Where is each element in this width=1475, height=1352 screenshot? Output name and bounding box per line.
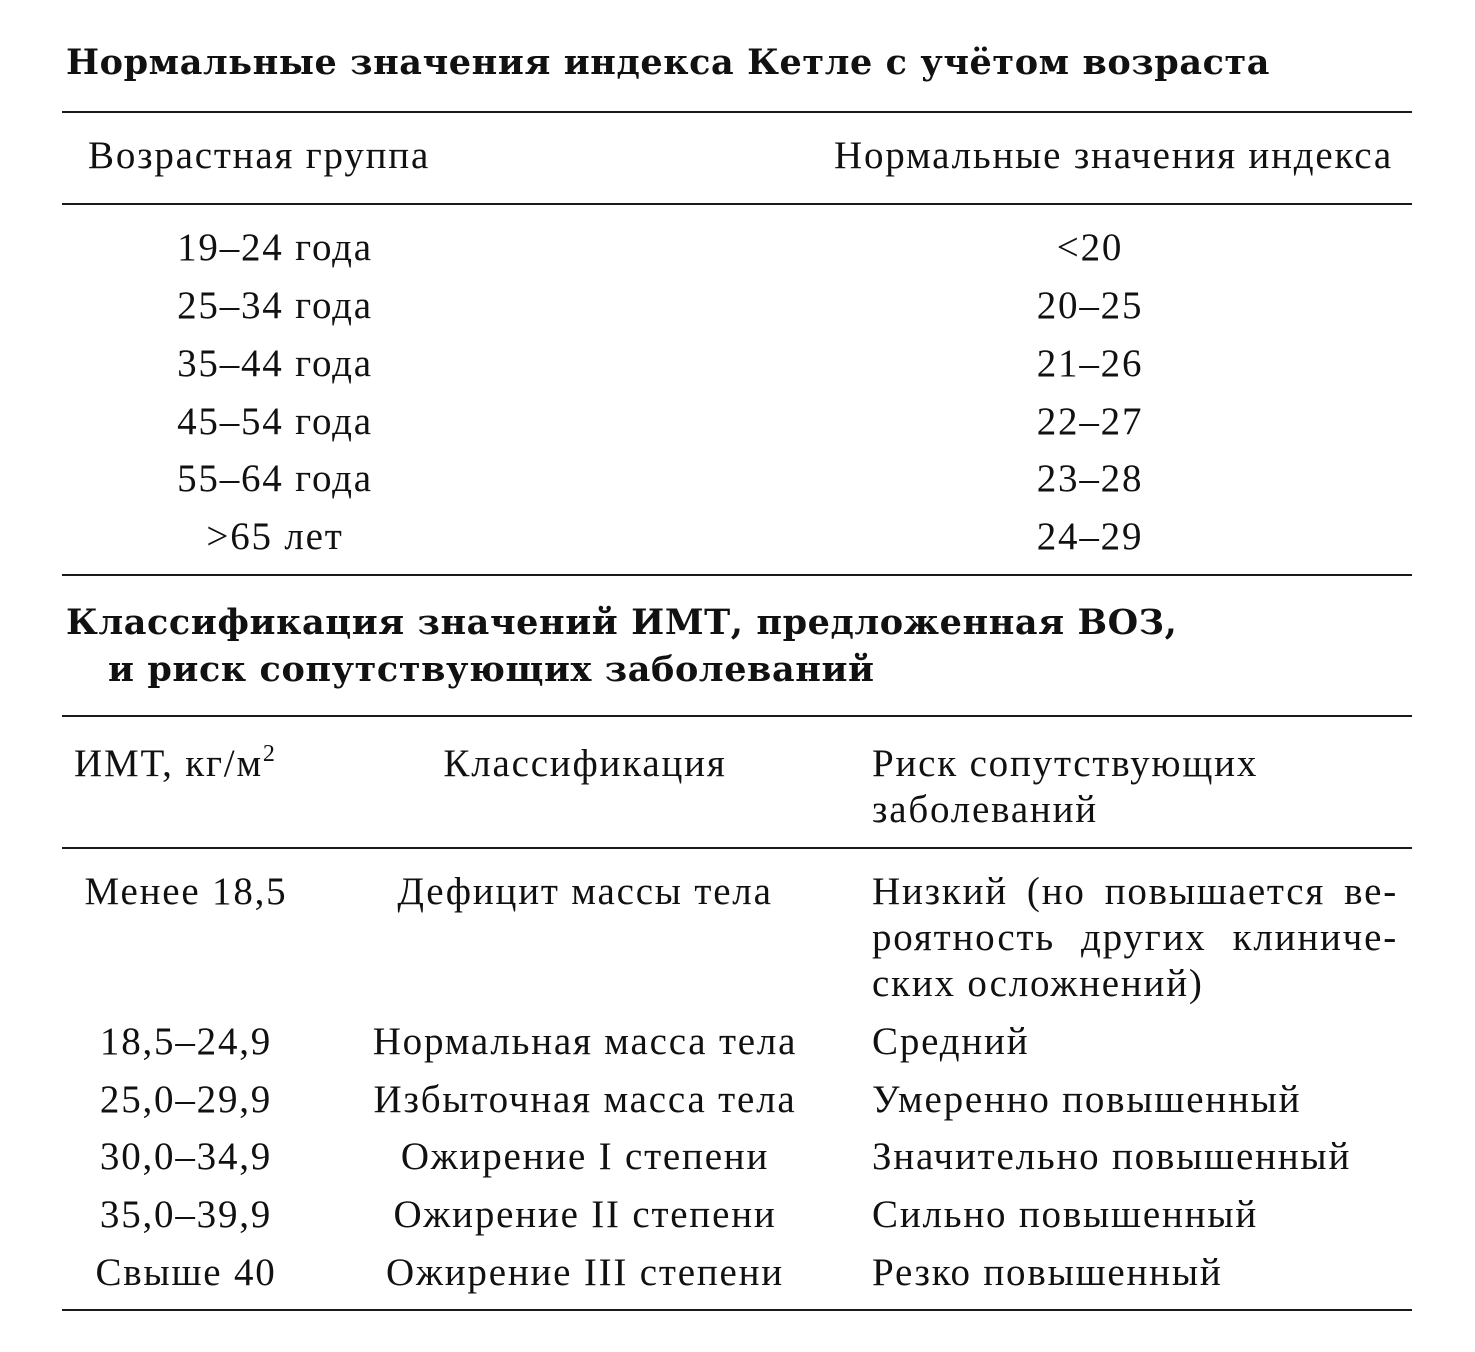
table1-header-value: Нормальные значения индекса [834,134,1393,177]
bmi-unit-superscript: 2 [262,741,277,767]
table1-bottom-rule [62,574,1412,576]
table-row-risk: Сильно повышенный [872,1193,1258,1236]
table2-top-rule [62,715,1412,717]
table-row-age: >65 лет [206,515,344,558]
table-row-age: 55–64 года [177,457,373,500]
table-row-value: 22–27 [1036,400,1144,443]
table-row-age: 19–24 года [177,226,373,269]
table-row-age: 35–44 года [177,342,373,385]
table-row-classification: Ожирение II степени [393,1193,777,1236]
table-row-bmi: 30,0–34,9 [99,1135,273,1178]
table-row-risk: Резко повышенный [872,1251,1223,1294]
table-row-value: 24–29 [1036,515,1144,558]
table-row-risk: Низкий (но повышается ве-роятность других клиниче-ских осложнений) [872,870,1398,1005]
table1-header-rule [62,203,1412,205]
table2-header-risk: Риск сопутствующих заболеваний [872,742,1259,831]
table1-header-age: Возрастная группа [88,134,431,177]
table2-header-rule [62,847,1412,849]
table2-title-line1: Классификация значений ИМТ, предложенная ВОЗ, [66,602,1178,643]
table-row-bmi: Свыше 40 [95,1251,277,1294]
table-row-classification: Дефицит массы тела [397,870,773,913]
table-row-risk: Умеренно повышенный [872,1078,1302,1121]
table-row-value: 23–28 [1036,457,1144,500]
table-row-classification: Ожирение III степени [386,1251,784,1294]
table1-top-rule [62,111,1412,113]
table2-header-classification: Классификация [443,742,727,785]
table-row-risk: Средний [872,1020,1030,1063]
table-row-age: 45–54 года [177,400,373,443]
table-row-bmi: 25,0–29,9 [99,1078,273,1121]
table-row-bmi: 18,5–24,9 [99,1020,273,1063]
table2-title-line2: и риск сопутствующих заболеваний [108,649,875,690]
table-row-classification: Нормальная масса тела [372,1020,798,1063]
table-row-value: 21–26 [1036,342,1144,385]
table-row-bmi: Менее 18,5 [84,870,288,913]
table-row-classification: Избыточная масса тела [373,1078,797,1121]
table-row-value: <20 [1056,226,1124,269]
table1-title: Нормальные значения индекса Кетле с учётом возраста [66,42,1271,83]
table2-bottom-rule [62,1309,1412,1311]
table-row-classification: Ожирение I степени [400,1135,770,1178]
table2-header-bmi [74,741,277,787]
table-row-bmi: 35,0–39,9 [99,1193,273,1236]
table-row-risk: Значительно повышенный [872,1135,1352,1178]
table-row-age: 25–34 года [177,284,373,327]
bmi-unit-label: ИМТ, кг/м [74,742,263,785]
table-row-value: 20–25 [1036,284,1144,327]
